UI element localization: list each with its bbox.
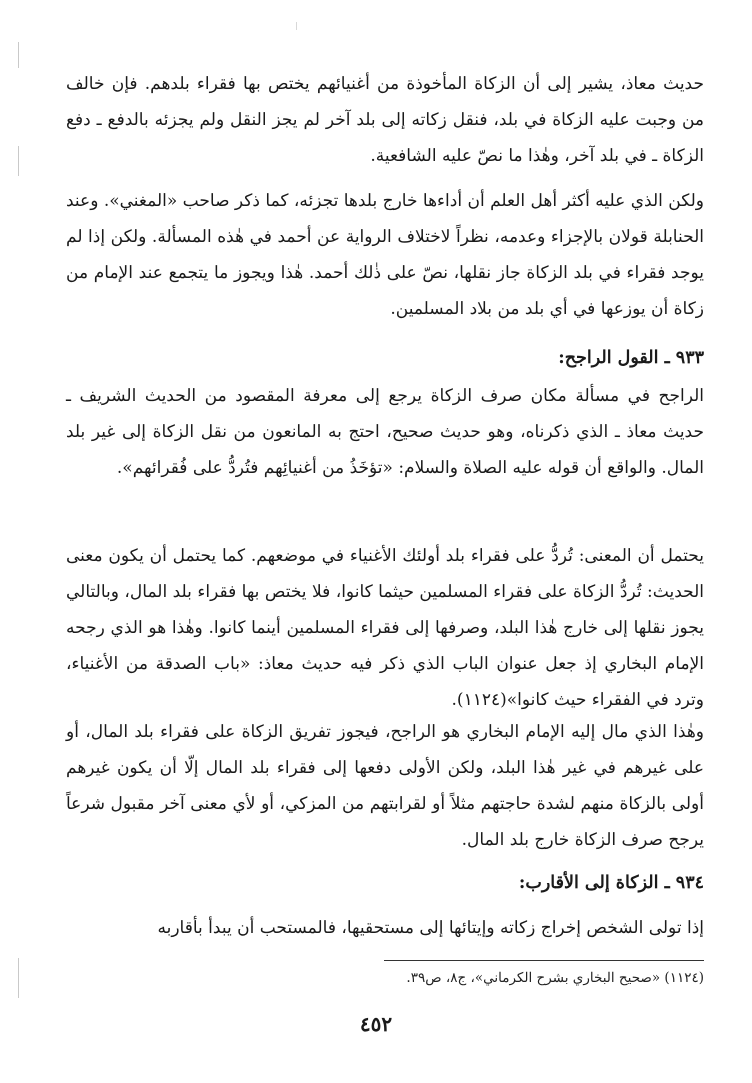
paragraph-text: إذا تولى الشخص إخراج زكاته وإيتائها إلى مستحقيها، فالمستحب أن يبدأ بأقاربه [157,918,704,938]
paragraph-relatives [66,910,704,946]
paragraph-text: وهٰذا الذي مال إليه الإمام البخاري هو الراجح، فيجوز تفريق الزكاة على فقراء بلد المال، أو على غيرهم في غير هٰذا البلد، ولكن الأولى دفعها إلى فقراء بلد المال إلّا أن يكون غيرهم أولى بالزكاة منهم لشدة حاجتهم مثلاً أو لقرابتهم من المزكي، أو لأي معنى آخر مقبول شرعاً يرجح صرف الزكاة خارج بلد المال. [66,722,704,850]
footnote-separator [384,960,704,961]
footnote-1124: (١١٢٤) «صحيح البخاري بشرح الكرماني»، ج٨، ص٣٩. [406,970,704,986]
paragraph-text: ولكن الذي عليه أكثر أهل العلم أن أداءها خارج بلدها تجزئه، كما ذكر صاحب «المغني». وعند الحنابلة قولان بالإجزاء وعدمه، نظراً لاختلاف الرواية عن أحمد في هٰذه المسألة. ولكن إذا لم يوجد فقراء في بلد الزكاة جاز نقلها، نصّ على ذٰلك أحمد. هٰذا ويجوز ما يتجمع عند الإمام من زكاة أن يوزعها في أي بلد من بلاد المسلمين. [66,191,705,319]
gutter-line-bottom [18,958,19,998]
paragraph-text: الراجح في مسألة مكان صرف الزكاة يرجع إلى معرفة المقصود من الحديث الشريف ـ حديث معاذ ـ الذي ذكرناه، وهو حديث صحيح، احتج به المانعون من نقل الزكاة إلى غير بلد المال. والواقع أن قوله عليه الصلاة والسلام: «تؤخَذُ من أغنيائِهم فتُردُّ على فُقرائهم». [66,386,704,478]
section-heading-934: ٩٣٤ ـ الزكاة إلى الأقارب: [518,873,704,893]
crop-mark [296,22,297,30]
paragraph-text: حديث معاذ، يشير إلى أن الزكاة المأخوذة من أغنيائهم يختص بها فقراء بلدهم. فإن خالف من وجبت عليه الزكاة في بلد، فنقل زكاته إلى بلد آخر لم يجز النقل ولم يجزئه بالدفع ـ دفع الزكاة ـ في بلد آخر، وهٰذا ما نصّ عليه الشافعية. [66,74,704,166]
paragraph-majority-view [66,183,704,327]
section-heading-933: ٩٣٣ ـ القول الراجح: [558,348,704,368]
paragraph-text: يحتمل أن المعنى: تُردُّ على فقراء بلد أولئك الأغنياء في موضعهم. كما يحتمل أن يكون معنى الحديث: تُردُّ الزكاة على فقراء المسلمين حيثما كانوا، فلا يختص بها فقراء بلد المال، وبالتالي يجوز نقلها إلى خارج هٰذا البلد، وصرفها إلى فقراء المسلمين أينما كانوا. وهٰذا هو الذي رجحه الإمام البخاري إذ جعل عنوان الباب الذي ذكر فيه حديث معاذ: «باب الصدقة من الأغنياء، وترد في الفقراء حيث كانوا»(١١٢٤). [66,546,704,710]
paragraph-nisbat-muadh [66,66,704,174]
gutter-line-mid [18,146,19,176]
paragraph-preferred-opinion [66,378,704,486]
paragraph-hadith-meaning [66,538,704,718]
paragraph-bukhari-view [66,714,704,858]
page-number: ٤٥٢ [359,1012,393,1036]
gutter-line-top [18,42,19,68]
